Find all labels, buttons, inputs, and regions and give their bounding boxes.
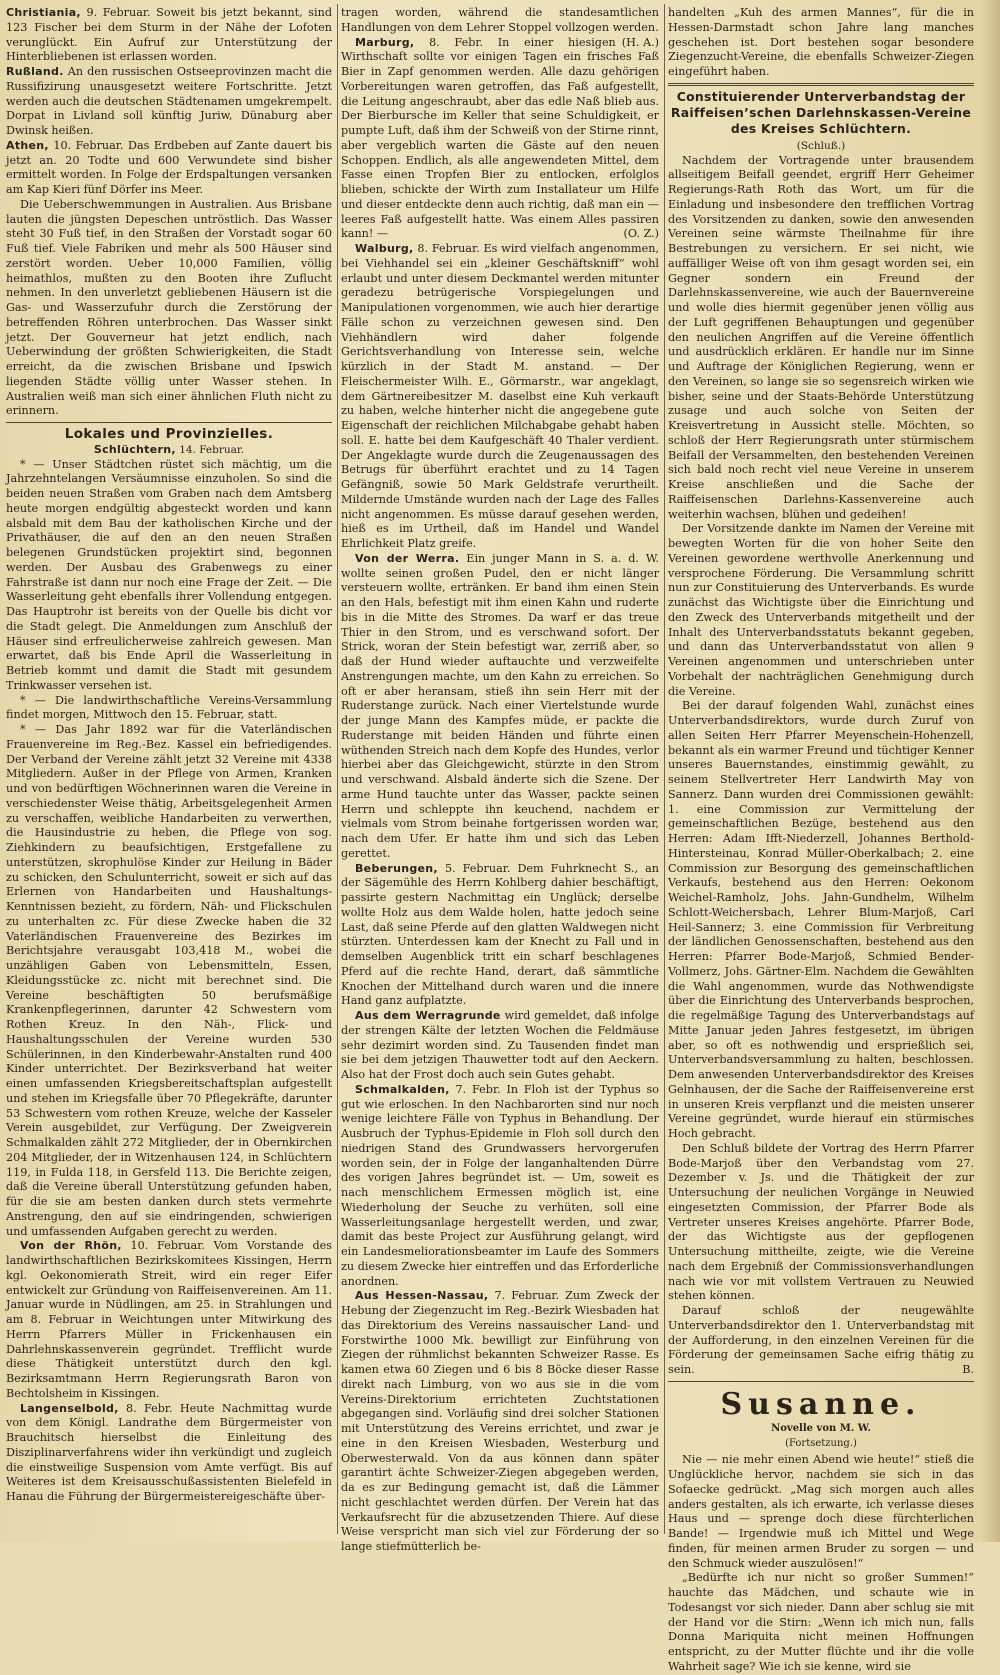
article-text: An den russischen Ostseeprovinzen macht die Russifizirung unausgesetzt weitere Fortschritte. Jetzt werden auch die deutschen Städtenamen umgekrempelt. Dorpat in Livland soll künftig Juriw, Dünaburg aber Dwinsk heißen. [6, 65, 332, 137]
news-item-walburg [341, 242, 659, 552]
feuilleton-paragraph: Nie — nie mehr einen Abend wie heute!“ stieß die Unglückliche hervor, nachdem sie sich in das Sofaecke gedrückt. „Mag sich morgen auch alles anders gestalten, als ich erwarte, ich verlasse dieses Haus und — sprenge doch diese fürchterlichen Bande! — Irgendwie muß ich Mittel und Wege finden, für meinen armen Bruder zu sorgen — und den Schmuck wieder auszulösen!“ [668, 1453, 974, 1570]
author-signature: B. [962, 1363, 974, 1376]
article-paragraph: Den Schluß bildete der Vortrag des Herrn Pfarrer Bode-Marjoß über den Verbandstag vom 27. Dezember v. Js. und die Thätigkeit der zur Untersuchung der neulichen Vorgänge in Neuwied eingesetzten Commission, der Pfarrer Bode als Vertreter unseres Kreises angehörte. Pfarrer Bode, der das Wichtigste aus der gepflogenen Untersuchung mittheilte, zeigte, wie die Vereine nach dem Ergebniß der Commissionsverhandlungen nach wie vor mit vollstem Vertrauen zu Neuwied stehen können. [668, 1141, 974, 1303]
dateline: Schmalkalden, [355, 1082, 450, 1096]
dateline: Walburg, [355, 242, 414, 255]
local-news-paragraph: * — Die landwirthschaftliche Vereins-Versammlung findet morgen, Mittwoch den 15. Februar, statt. [6, 693, 332, 722]
dateline: Athen, [6, 138, 49, 152]
article-subtitle: (Schluß.) [796, 139, 846, 152]
dateline: Marburg, [355, 35, 415, 49]
article-text: 10. Februar. Vom Vorstande des landwirthschaftlichen Bezirkskomitees Kissingen, Herrn kgl. Oekonomierath Streit, wird ein reger Eifer entwickelt zur Gründung von Raiffeisenvereinen. Am 11. Januar wurde in Nüdlingen, am 25. in Strahlungen und am 8. Februar in Weichtungen unter Mitwirkung des Herrn Pfarrers Müller in Frickenhausen ein Dahrlehnskassenverein gegründet. Trefflicht wurde diese Thätigkeit unterstützt durch den kgl. Bezirksamtmann Herrn Regierungsrath Baron von Bechtolsheim in Kissingen. [6, 1239, 332, 1400]
local-news-paragraph: * — Unser Städtchen rüstet sich mächtig, um die Jahrzehntelangen Versäumnisse einzuholen. So sind die beiden neuen Straßen vom Graben nach dem Amtsberg heute morgen endgültig abgesteckt worden und kann alsbald mit dem Bau der katholischen Kirche und der Privathäuser, die auf den an den neuen Straßen belegenen Grundstücken projektirt sind, begonnen werden. Der Ausbau des Grabenwegs zu einer Fahrstraße ist dann nur noch eine Frage der Zeit. — Die Wasserleitung geht ebenfalls ihrer Vollendung entgegen. Das Hauptrohr ist bereits von der Quelle bis dicht vor die Stadt gelegt. Die Anmeldungen zum Anschluß der Häuser sind erfreulicherweise zahlreich gewesen. Man erwartet, daß bis Ende April die Wasserleitung in Betrieb kommt und damit die Stadt mit gesundem Trinkwasser versehen ist. [6, 457, 332, 692]
feuilleton-title: Susanne. [720, 1386, 922, 1422]
column-rule [664, 4, 665, 1534]
dateline: Von der Rhön, [20, 1239, 122, 1253]
dateline: Aus dem Werragrunde [355, 1009, 501, 1022]
source-signature: (H. A.) [621, 35, 659, 49]
article-text: 8. Februar. Es wird vielfach angenommen, bei Viehhandel sei ein „kleiner Geschäftskniff“ wohl erlaubt und unter diesem Deckmantel werden mitunter geradezu betrügerische Vorspiegelungen und Manipulationen vorgenommen, wie auch hier derartige Fälle schon zu verzeichnen gewesen sind. Den Viehhändlern wird daher folgende Gerichtsverhandlung von Interesse sein, welche kürzlich in der Stadt M. anstand. — Der Fleischermeister Wilh. E., Görmarstr., war angeklagt, dem Gärtnereibesitzer M. daselbst eine Kuh verkauft zu haben, welche hinterher nicht die angegebene gute Eigenschaft der reichlichen Milchabgabe gehabt haben soll. E. hatte bei dem Kaufgeschäft 40 Thaler verdient. Der Angeklagte wurde durch die Zeugenaussagen des Betrugs für überführt erachtet und zu 14 Tagen Gefängniß, sowie 50 Mark Geldstrafe verurtheilt. Mildernde Umstände wurden nach der Lage des Falles nicht angenommen. Es müsse darauf gesehen werden, hieß es im Urtheil, daß im Handel und Wandel Ehrlichkeit Platz greife. [341, 242, 659, 550]
news-item-werragrund [341, 1009, 659, 1083]
article-title-unterverbandstag: Constituierender Unterverbandstag der Raiffeisen’schen Darlehnskassen-Vereine des Kreises Schlüchtern. [670, 88, 972, 136]
section-divider [668, 83, 974, 86]
news-item-marburg [341, 36, 659, 243]
news-item-christiania [6, 6, 332, 65]
continued-text: handelten „Kuh des armen Mannes“, für die in Hessen-Darmstadt schon Jahre lang manches geschehen ist. Dort bestehen sogar besondere Ziegenzucht-Vereine, die ebenfalls Schweizer-Ziegen eingeführt haben. [668, 6, 974, 78]
dateline-schluechtern: Schlüchtern, 14. Februar. [93, 442, 245, 456]
feuilleton-continuation-note: (Fortsetzung.) [785, 1437, 857, 1449]
section-divider [6, 422, 332, 423]
article-text: 7. Febr. In Floh ist der Typhus so gut wie erloschen. In den Nachbarorten sind nur noch wenige leichtere Fälle von Typhus in Behandlung. Der Ausbruch der Typhus-Epidemie in Floh soll durch den niedrigen Stand des Grundwassers hervorgerufen worden sein, der in Folge der langanhaltenden Dürre des vorigen Jahres begründet ist. — Um, soweit es nach menschlichem Ermessen möglich ist, eine Wiederholung der Seuche zu verhüten, soll eine Wasserleitungsanlage hergestellt werden, und zwar, damit das beste Project zur Ausführung gelangt, wird ein Landesmeliorationsbeamter im Laufe des Sommers zu diesem Zwecke hier eintreffen und das Erforderliche anordnen. [341, 1082, 659, 1288]
news-item-rhoen [6, 1239, 332, 1401]
local-news-paragraph: * — Das Jahr 1892 war für die Vaterländischen Frauenvereine im Reg.-Bez. Kassel ein befriedigendes. Der Verband der Vereine zählt jetzt 32 Vereine mit 4338 Mitgliedern. Außer in der Pflege von Armen, Kranken und von bedürftigen Wöchnerinnen waren die Vereine in verschiedenster Weise thätig, Arbeitsgelegenheit Armen zu verschaffen, weibliche Handarbeiten zu verwerthen, die Hausindustrie zu heben, die Pflege von sog. Ziehkindern zu beaufsichtigen, Erstgefallene zu unterstützen, skrophulöse Kinder zur Heilung in Bäder zu schicken, den Schulunterricht, soweit er sich auf das Erlernen von Handarbeiten und Haushaltungs-Kenntnissen bezieht, zu fördern, Näh- und Flickschulen zu unterhalten zc. Für diese Zwecke haben die 32 Vaterländischen Frauenvereine des Bezirkes im Berichtsjahre verausgabt 103,418 M., wobei die unzähligen Gaben von Lebensmitteln, Essen, Kleidungsstücke zc. nicht mit berechnet sind. Die Vereine beschäftigten 50 berufsmäßige Krankenpflegerinnen, darunter 42 Schwestern vom Rothen Kreuz. In den Näh-, Flick- und Haushaltungsschulen der Vereine wurden 530 Schülerinnen, in den Kinderbewahr-Anstalten rund 400 Kinder unterrichtet. Der Bezirksverband hat weiter einen umfassenden Kriegsbereitschaftsplan aufgestellt und stehen im Kriegsfalle über 70 Pflegekräfte, darunter 53 Schwestern vom rothen Kreuze, welche der Kasseler Verein ausgebildet, zur Verfügung. Der Zweigverein Schmalkalden zählt 272 Mitglieder, der in Obernkirchen 204 Mitglieder, der in Witzenhausen 124, in Schlüchtern 119, in Fulda 118, in Gersfeld 113. Die Berichte zeigen, daß die Vereine überall Unterstützung gefunden haben, für die sie am besten danken durch stets vermehrte Anstrengung, den auf sie eindringenden, schwierigen und umfassenden Aufgaben gerecht zu werden. [6, 723, 332, 1238]
article-text: wird gemeldet, daß infolge der strengen Kälte der letzten Wochen die Feldmäuse sehr dezimirt worden sind. Zu Tausenden findet man sie bei dem jetzigen Thauwetter todt auf den Aeckern. Also hat der Frost doch auch sein Gutes gehabt. [341, 1009, 659, 1081]
news-item-langenselbold [6, 1402, 332, 1505]
article-paragraph: Darauf schloß der neugewählte Unterverbandsdirektor den 1. Unterverbandstag mit der Aufforderung, in den einzelnen Vereinen für die Förderung der gemeinsamen Sache eifrig thätig zu sein. B. [668, 1304, 974, 1376]
article-text: 8. Febr. Heute Nachmittag wurde von dem Königl. Landrathe dem Bürgermeister von Brauchitsch hierselbst die Einleitung des Disziplinarverfahrens wider ihn verkündigt und zugleich die einstweilige Suspension vom Amte verfügt. Bis auf Weiteres ist dem Kreisausschußassistenten Bielefeld in Hanau die Führung der Bürgermeistereigeschäfte über- [6, 1401, 332, 1503]
dateline: Aus Hessen-Nassau, [355, 1289, 489, 1303]
feuilleton-paragraph: „Bedürfte ich nur nicht so großer Summen!“ hauchte das Mädchen, und schaute wie in Todesangst vor sich nieder. Dann aber schlug sie mit der Hand vor die Stirn: „Wenn ich mich nun, falls Donna Mariquita nicht meinen Hoffnungen entspricht, zu der Mutter flüchte und ihr die volle Wahrheit sage? Wie ich sie kenne, wird sie [668, 1571, 974, 1673]
dateline: Rußland. [6, 65, 64, 78]
article-text: 8. Febr. In einer hiesigen Wirthschaft sollte vor einigen Tagen ein frisches Faß Bier in Zapf genommen werden. Alle dazu gehörigen Vorbereitungen waren getroffen, das Faß aufgestellt, die Leitung angeschraubt, aber das edle Naß blieb aus. Der Bierbursche im Keller that seine Schuldigkeit, er pumpte Luft, daß ihm der Schweiß von der Stirne rinnt, aber vergeblich warten die Gäste auf den neuen Schoppen. Endlich, als alle angewendeten Mittel, dem Fasse einen Tropfen Bier zu entlocken, erfolglos blieben, schickte der Wirth zum Installateur um Hilfe und dieser entdeckte denn auch richtig, daß man ein — leeres Faß aufgestellt hatte. Was einem Alles passiren kann! — [341, 35, 659, 241]
article-text: 7. Februar. Zum Zweck der Hebung der Ziegenzucht im Reg.-Bezirk Wiesbaden hat das Direktorium des Vereins nassauischer Land- und Forstwirthe 1000 Mk. bewilligt zur Einführung von Ziegen der rühmlichst bekannten Schweizer Rasse. Es kamen etwa 60 Ziegen und 6 bis 8 Böcke dieser Rasse direkt nach Limburg, von wo aus sie in die vom Vereins-Direktorium errichteten Zuchtstationen abgegangen sind. Vorläufig sind drei solcher Stationen mit Unterstützung des Vereins errichtet, und zwar je eine in den Kreisen Wiesbaden, Westerburg und Oberwesterwald. Von da aus können dann später garantirt ächte Schweizer-Ziegen abgegeben werden, da es zur Bedingung gemacht ist, daß die Lämmer nicht geschlachtet werden dürfen. Der Verein hat das Verkaufsrecht für die abzusetzenden Thiere. Auf diese Weise verspricht man sich viel zur Förderung der so lange stiefmütterlich be- [341, 1289, 659, 1553]
news-item-australien: Die Ueberschwemmungen in Australien. Aus Brisbane lauten die jüngsten Depeschen untröstlich. Das Wasser steht 30 Fuß tief, in den Straßen der Vorstadt sogar 60 Fuß tief. Viele Fabriken und mehr als 500 Häuser sind zerstört worden. Ueber 10,000 Familien, völlig heimathlos, mußten zu den Booten ihre Zuflucht nehmen. In den unverletzt gebliebenen Häusern ist die Gas- und Wasserzufuhr durch die Zerstörung der betreffenden Röhren unterbrochen. Das Wasser sinkt jetzt. Der Gouverneur hat jetzt endlich, nach Ueberwindung der größten Schwierigkeiten, die Stadt erreicht, da die zwischen Brisbane und Ipswich liegenden Städte völlig unter Wasser stehen. In Australien weiß man sich einer ähnlichen Fluth nicht zu erinnern. [6, 197, 332, 418]
article-paragraph: Nachdem der Vortragende unter brausendem allseitigem Beifall geendet, ergriff Herr Geheimer Regierungs-Rath Roth das Wort, um für die Einladung und insbesondere den trefflichen Vortrag des Vorsitzenden zu danken, sowie den anwesenden Vereinen seine wärmste Theilnahme für ihre Bestrebungen zu versichern. Er sei nicht, wie auffälliger Weise oft von ihm gesagt worden sei, ein Gegner sondern ein Freund der Darlehnskassenvereine, wie auch der Bauernvereine und wolle dies hiermit gegenüber jenen völlig aus der Luft gegriffenen Behauptungen und gegenüber den neulichen Angriffen auf die Vereine öffentlich und ausdrücklich erklären. Er handle nur im Sinne und Auftrage der Königlichen Regierung, wenn er den Vereinen, so lange sie so segensreich wirken wie bisher, seine und der Staats-Behörde Unterstützung zusage und auch solche von Seiten der Kreisvertretung in Aussicht stelle. Möchten, so schloß der Herr Regierungsrath unter stürmischem Beifall der Versammelten, den bestehenden Vereinen sich bald noch recht viel neue Vereine in unserem Kreise anschließen und die Sache der Raiffeisenschen Darlehns-Kassenvereine auch weiterhin wachsen, blühen und gedeihen! [668, 153, 974, 521]
article-text: 9. Februar. Soweit bis jetzt bekannt, sind 123 Fischer bei dem Sturm in der Nähe der Lofoten verunglückt. Ein Aufruf zur Unterstützung der Hinterbliebenen ist erlassen worden. [6, 6, 332, 64]
article-text: 10. Februar. Das Erdbeben auf Zante dauert bis jetzt an. 20 Todte und 600 Verwundete sind bisher ermittelt worden. In Folge der Erdspaltungen versanken am Kap Kieri fünf Dörfer ins Meer. [6, 138, 332, 196]
source-signature: (O. Z.) [623, 227, 659, 241]
dateline: Beberungen, [355, 861, 438, 875]
article-paragraph: Der Vorsitzende dankte im Namen der Vereine mit bewegten Worten für die von hoher Seite den Vereinen gewordene werthvolle Anerkennung und versprochene Förderung. Die Versammlung schritt nun zur Constituierung des Unterverbands. Es wurde zunächst das Wichtigste über die Einrichtung und den Zweck des Unterverbands mitgetheilt und der Inhalt des Unterverbandsstatuts bekannt gegeben, und dann das Unterverbandsstatut von allen 9 Vereinen angenommen und unterschrieben unter Vorbehalt der nachträglichen Genehmigung durch die Vereine. [668, 522, 974, 698]
column-2 [341, 6, 661, 1553]
column-1 [6, 6, 335, 1532]
article-paragraph: Bei der darauf folgenden Wahl, zunächst eines Unterverbandsdirektors, wurde durch Zuruf von allen Seiten Herr Pfarrer Meyenschein-Hohenzell, bekannt als ein warmer Freund und tüchtiger Kenner unseres Bauernstandes, einstimmig gewählt, zu seinem Stellvertreter Herr Landwirth May von Sannerz. Dann wurden drei Commissionen gewählt: 1. eine Commission zur Vermittelung der gemeinschaftlichen Bezüge, bestehend aus den Herren: Adam Ifft-Niederzell, Johannes Berthold-Hintersteinau, Konrad Müller-Oberkalbach; 2. eine Commission zur Besorgung des gemeinschaftlichen Verkaufs, bestehend aus den Herren: Oekonom Weichel-Ramholz, Johs. Jahn-Gundhelm, Wilhelm Schlott-Weichersbach, Lehrer Blum-Marjoß, Carl Heil-Sannerz; 3. eine Commission für Verbreitung der ländlichen Genossenschaften, bestehend aus den Herren: Pfarrer Bode-Marjoß, Schmied Bender-Vollmerz, Johs. Gärtner-Elm. Nachdem die Gewählten die Wahl angenommen, wurde das Nothwendigste über die Einrichtung des Unterverbands besprochen, die regelmäßige Tagung des Unterverbandstags auf Mitte Januar jeden Jahres festgesetzt, im übrigen aber, so oft es nothwendig und ersprießlich sei, Unterverbandsversammlung zu halten, beschlossen. Dem anwesenden Unterverbandsdirektor des Kreises Gelnhausen, der die Sache der Raiffeisenvereine erst in unseren Kreis verpflanzt und die meisten unserer Vereine gegründet, wurde hierauf ein stürmisches Hoch gebracht. [668, 699, 974, 1140]
section-title-lokales: Lokales und Provinzielles. [64, 426, 274, 442]
news-item-hessen-nassau [341, 1289, 659, 1555]
continued-text: tragen worden, während die standesamtlichen Handlungen von dem Lehrer Stoppel vollzogen werden. (H. A.) [341, 6, 659, 49]
news-item-schmalkalden [341, 1083, 659, 1290]
news-item-russland [6, 65, 332, 139]
article-text: 5. Februar. Dem Fuhrknecht S., an der Sägemühle des Herrn Kohlberg dahier beschäftigt, passirte gestern Nachmittag ein Unglück; derselbe wollte Holz aus dem Walde holen, hatte jedoch seine Last, daß seine Pferde auf den glatten Waldwegen nicht stürzten. Unterdessen kam der Knecht zu Fall und in demselben Augenblick tritt ein scharf beschlagenes Pferd auf die rechte Hand, derart, daß sämmtliche Knochen der Mittelhand durch waren und die innere Hand ganz aufplatzte. [341, 861, 660, 1008]
page-edge-shadow [980, 0, 1000, 1542]
article-text: Ein junger Mann in S. a. d. W. wollte seinen großen Pudel, den er nicht länger versteuern wollte, ertränken. Er band ihm einen Stein an den Hals, befestigt mit ihm einen Kahn und ruderte bis in die Mitte des Stromes. Da warf er das treue Thier in den Strom, und es verschwand sofort. Der Strick, woran der Stein befestigt war, zerriß aber, so daß der Hund wieder auftauchte und verzweifelte Anstrengungen machte, um den Kahn zu erreichen. So oft er aber heransam, stieß ihn sein Herr mit der Ruderstange zurück. Nach einer Viertelstunde wurde der junge Mann des Kampfes müde, er packte die Ruderstange mit beiden Händen und führte einen wüthenden Streich nach dem Kopfe des Hundes, verlor hierbei aber das Gleichgewicht, stürzte in den Strom und verschwand. Alsbald änderte sich die Szene. Der arme Hund tauchte unter das Wasser, packte seinen Herrn und schleppte ihn keuchend, nachdem er vielmals vom Strom beinahe fortgerissen worden war, nach dem Ufer. Er hatte ihm und sich das Leben gerettet. [341, 551, 659, 860]
column-rule [337, 4, 338, 1534]
dateline: Christiania, [6, 6, 81, 19]
dateline: Von der Werra. [355, 551, 460, 565]
news-item-beberungen [341, 862, 659, 1010]
news-item-werra [341, 552, 659, 862]
column-3 [668, 6, 974, 1673]
dateline: Langenselbold, [20, 1401, 119, 1415]
section-divider [668, 1381, 974, 1382]
news-item-athen [6, 139, 332, 198]
feuilleton-byline: Novelle von M. W. [771, 1422, 871, 1434]
